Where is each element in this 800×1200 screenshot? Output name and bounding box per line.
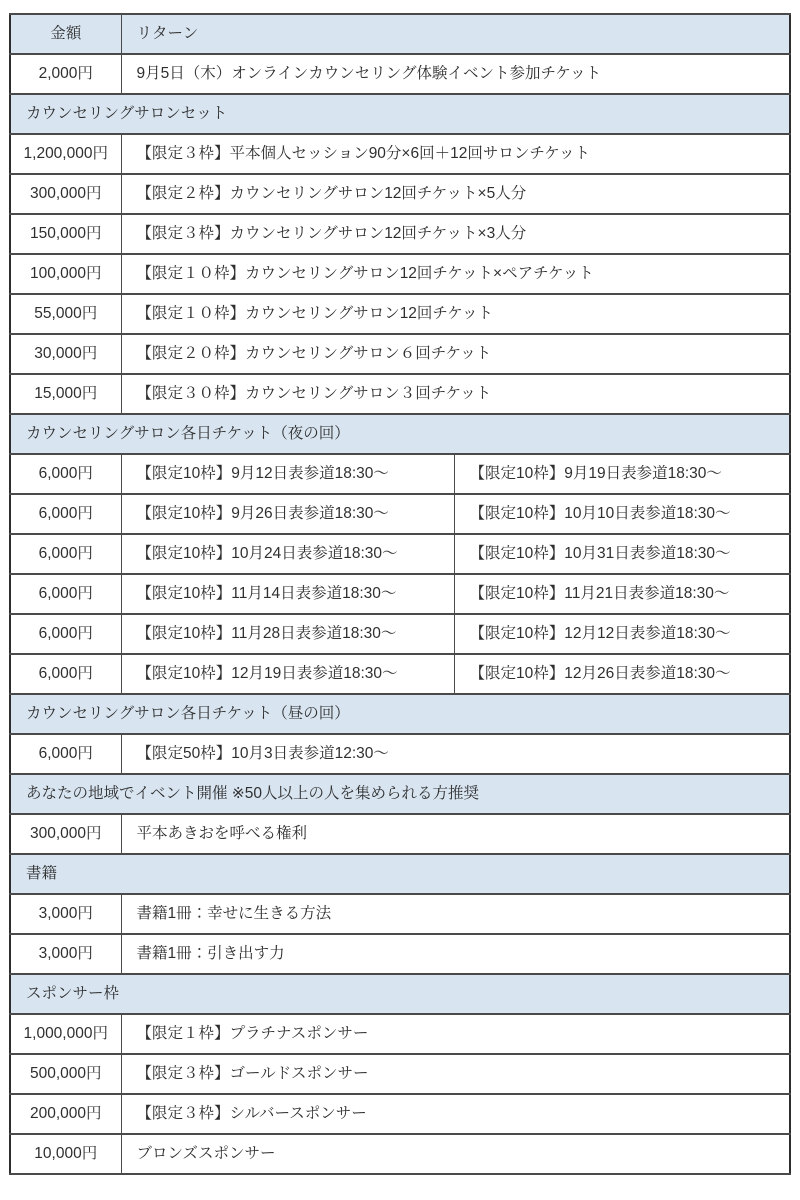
amount-cell: 6,000円 bbox=[10, 534, 121, 574]
section-title: カウンセリングサロン各日チケット（夜の回） bbox=[10, 414, 790, 454]
amount-cell: 30,000円 bbox=[10, 334, 121, 374]
return-cell: 【限定10枠】11月14日表参道18:30～ bbox=[121, 574, 454, 614]
return-cell: 書籍1冊：幸せに生きる方法 bbox=[121, 894, 790, 934]
price-row bbox=[10, 654, 790, 694]
return-cell-secondary: 【限定10枠】10月31日表参道18:30～ bbox=[454, 534, 790, 574]
return-cell: 【限定10枠】10月24日表参道18:30～ bbox=[121, 534, 454, 574]
section-title: スポンサー枠 bbox=[10, 974, 790, 1014]
amount-cell: 6,000円 bbox=[10, 494, 121, 534]
price-row bbox=[10, 1014, 790, 1054]
amount-cell: 300,000円 bbox=[10, 814, 121, 854]
section-title: 書籍 bbox=[10, 854, 790, 894]
amount-cell: 100,000円 bbox=[10, 254, 121, 294]
amount-cell: 15,000円 bbox=[10, 374, 121, 414]
return-cell: 平本あきおを呼べる権利 bbox=[121, 814, 790, 854]
amount-cell: 3,000円 bbox=[10, 934, 121, 974]
price-row bbox=[10, 1134, 790, 1174]
amount-cell: 200,000円 bbox=[10, 1094, 121, 1134]
price-row bbox=[10, 374, 790, 414]
return-cell: 書籍1冊：引き出す力 bbox=[121, 934, 790, 974]
amount-cell: 1,200,000円 bbox=[10, 134, 121, 174]
amount-cell: 6,000円 bbox=[10, 574, 121, 614]
header-row bbox=[10, 14, 790, 54]
amount-cell: 300,000円 bbox=[10, 174, 121, 214]
return-cell: ブロンズスポンサー bbox=[121, 1134, 790, 1174]
amount-cell: 1,000,000円 bbox=[10, 1014, 121, 1054]
return-cell: 【限定３枠】平本個人セッション90分×6回＋12回サロンチケット bbox=[121, 134, 790, 174]
section-header-row bbox=[10, 974, 790, 1014]
pricing-table bbox=[9, 13, 791, 1175]
price-row bbox=[10, 454, 790, 494]
price-row bbox=[10, 494, 790, 534]
return-cell-secondary: 【限定10枠】11月21日表参道18:30～ bbox=[454, 574, 790, 614]
return-cell: 【限定２０枠】カウンセリングサロン６回チケット bbox=[121, 334, 790, 374]
return-cell-secondary: 【限定10枠】12月12日表参道18:30～ bbox=[454, 614, 790, 654]
amount-cell: 150,000円 bbox=[10, 214, 121, 254]
return-cell-secondary: 【限定10枠】9月19日表参道18:30～ bbox=[454, 454, 790, 494]
price-row bbox=[10, 54, 790, 94]
section-title: カウンセリングサロン各日チケット（昼の回） bbox=[10, 694, 790, 734]
amount-cell: 10,000円 bbox=[10, 1134, 121, 1174]
amount-cell: 6,000円 bbox=[10, 734, 121, 774]
price-row bbox=[10, 574, 790, 614]
price-row bbox=[10, 1094, 790, 1134]
pricing-table-header bbox=[10, 14, 790, 54]
return-cell: 【限定２枠】カウンセリングサロン12回チケット×5人分 bbox=[121, 174, 790, 214]
amount-cell: 6,000円 bbox=[10, 654, 121, 694]
price-row bbox=[10, 894, 790, 934]
amount-cell: 6,000円 bbox=[10, 454, 121, 494]
price-row bbox=[10, 254, 790, 294]
return-cell: 【限定１０枠】カウンセリングサロン12回チケット×ペアチケット bbox=[121, 254, 790, 294]
amount-cell: 55,000円 bbox=[10, 294, 121, 334]
pricing-table-body bbox=[10, 54, 790, 1174]
return-cell: 【限定３枠】ゴールドスポンサー bbox=[121, 1054, 790, 1094]
return-cell: 【限定１０枠】カウンセリングサロン12回チケット bbox=[121, 294, 790, 334]
section-title: あなたの地域でイベント開催 ※50人以上の人を集められる方推奨 bbox=[10, 774, 790, 814]
price-row bbox=[10, 174, 790, 214]
price-row bbox=[10, 294, 790, 334]
section-header-row bbox=[10, 774, 790, 814]
return-cell-secondary: 【限定10枠】12月26日表参道18:30～ bbox=[454, 654, 790, 694]
return-column-header: リターン bbox=[121, 14, 790, 54]
price-row bbox=[10, 934, 790, 974]
return-cell: 【限定３枠】シルバースポンサー bbox=[121, 1094, 790, 1134]
return-cell: 【限定50枠】10月3日表参道12:30～ bbox=[121, 734, 790, 774]
return-cell: 【限定３０枠】カウンセリングサロン３回チケット bbox=[121, 374, 790, 414]
section-header-row bbox=[10, 694, 790, 734]
amount-cell: 3,000円 bbox=[10, 894, 121, 934]
return-cell: 【限定３枠】カウンセリングサロン12回チケット×3人分 bbox=[121, 214, 790, 254]
return-cell: 【限定10枠】11月28日表参道18:30～ bbox=[121, 614, 454, 654]
price-row bbox=[10, 334, 790, 374]
price-row bbox=[10, 614, 790, 654]
section-header-row bbox=[10, 854, 790, 894]
return-cell: 9月5日（木）オンラインカウンセリング体験イベント参加チケット bbox=[121, 54, 790, 94]
section-title: カウンセリングサロンセット bbox=[10, 94, 790, 134]
return-cell: 【限定10枠】12月19日表参道18:30～ bbox=[121, 654, 454, 694]
section-header-row bbox=[10, 94, 790, 134]
return-cell-secondary: 【限定10枠】10月10日表参道18:30～ bbox=[454, 494, 790, 534]
amount-cell: 500,000円 bbox=[10, 1054, 121, 1094]
section-header-row bbox=[10, 414, 790, 454]
price-row bbox=[10, 134, 790, 174]
price-row bbox=[10, 214, 790, 254]
return-cell: 【限定１枠】プラチナスポンサー bbox=[121, 1014, 790, 1054]
return-cell: 【限定10枠】9月26日表参道18:30～ bbox=[121, 494, 454, 534]
amount-cell: 6,000円 bbox=[10, 614, 121, 654]
price-row bbox=[10, 1054, 790, 1094]
price-row bbox=[10, 734, 790, 774]
price-row bbox=[10, 814, 790, 854]
amount-column-header: 金額 bbox=[10, 14, 121, 54]
return-cell: 【限定10枠】9月12日表参道18:30～ bbox=[121, 454, 454, 494]
price-row bbox=[10, 534, 790, 574]
amount-cell: 2,000円 bbox=[10, 54, 121, 94]
